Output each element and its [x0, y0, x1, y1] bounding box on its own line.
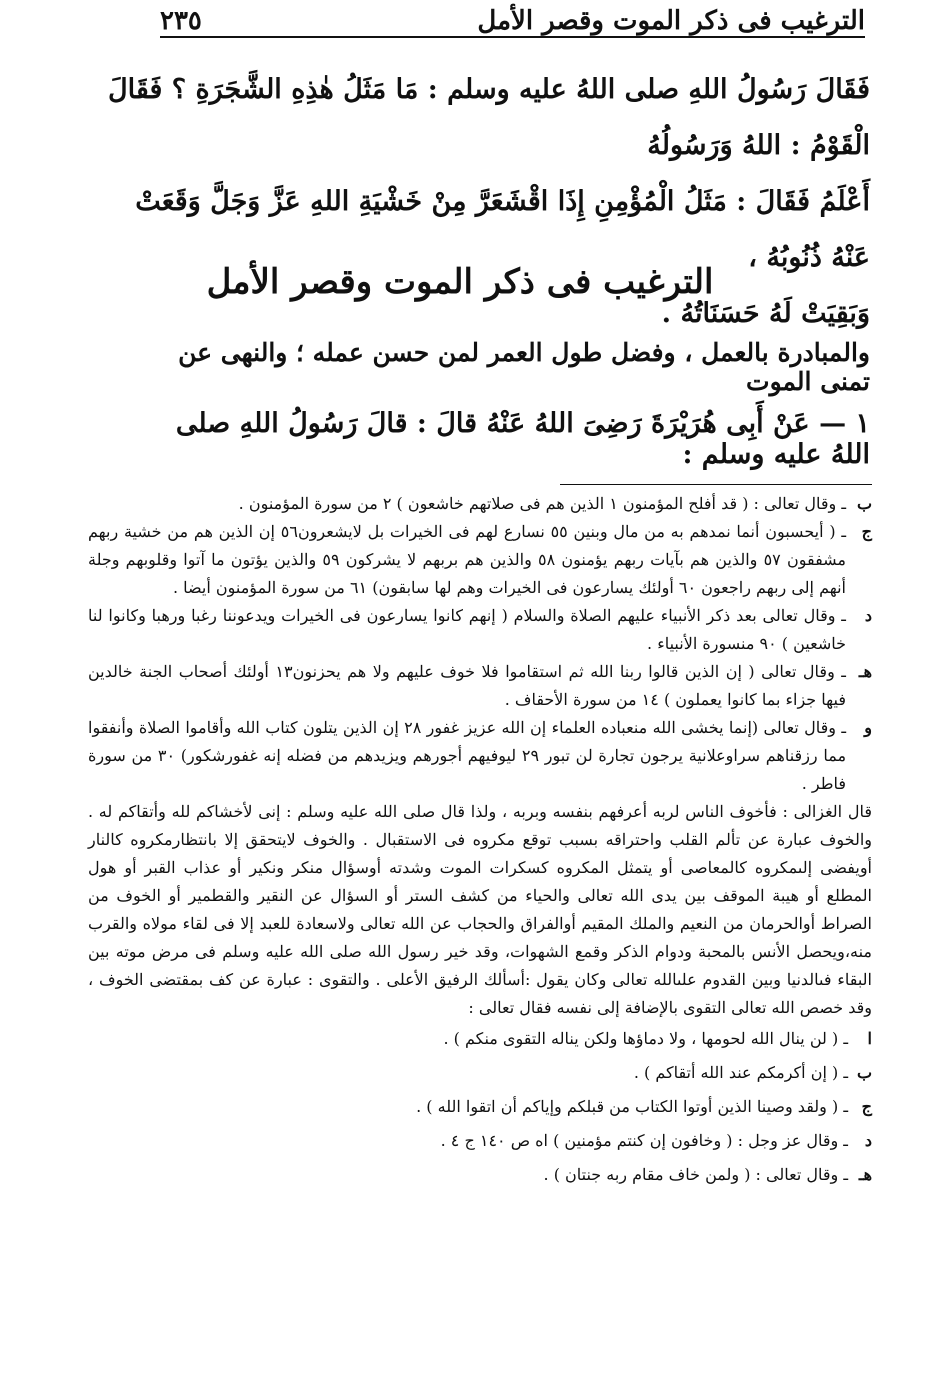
footnote-label: هـ: [858, 662, 872, 681]
footnote-text: ـ وقال تعالى بعد ذكر الأنبياء عليهم الصلاة والسلام ( إنهم كانوا يسارعون فى الخيرات ويدعوننا رغبا ورهبا وكانوا لنا خاشعين ) ٩٠ منسورة الأنبياء .: [88, 606, 846, 653]
footnote-text: ـ وقال تعالى : ( قد أفلح المؤمنون ١ الذين هم فى صلاتهم خاشعون ) ٢ من سورة المؤمنون .: [238, 494, 846, 513]
verse-item: [88, 1090, 872, 1124]
footnote-label: ب: [856, 494, 872, 513]
verse-item: [88, 1124, 872, 1158]
main-line-1: فَقَالَ رَسُولُ اللهِ صلى اللهُ عليه وسلم : مَا مَثَلُ هٰذِهِ الشَّجَرَةِ ؟ فَقَالَ الْقَوْمُ : اللهُ وَرَسُولُهُ: [107, 74, 870, 161]
page-number: ٢٣٥: [160, 6, 202, 36]
footnote-label: و: [864, 718, 872, 737]
section-title: الترغيب فى ذكر الموت وقصر الأمل: [206, 262, 714, 302]
section-subtitle: والمبادرة بالعمل ، وفضل طول العمر لمن حسن عمله ؛ والنهى عن تمنى الموت: [178, 338, 870, 396]
running-title: الترغيب فى ذكر الموت وقصر الأمل: [477, 6, 865, 36]
main-line-2: أَعْلَمُ فَقَالَ : مَثَلُ الْمُؤْمِنِ إِذَا اقْشَعَرَّ مِنْ خَشْيَةِ اللهِ عَزَّ وَجَلَّ وَقَعَتْ عَنْهُ ذُنُوبُهُ ،: [135, 186, 870, 273]
verse-text: ـ ( لن ينال الله لحومها ، ولا دماؤها ولكن يناله التقوى منكم ) .: [443, 1029, 848, 1048]
footnote-item: [88, 714, 872, 798]
verse-label: ب: [856, 1063, 872, 1082]
ghazali-paragraph: قال الغزالى : فأخوف الناس لربه أعرفهم بنفسه وبربه ، ولذا قال صلى الله عليه وسلم : إنى لأخشاكم لله وأتقاكم له . والخوف عبارة عن تألم القلب واحتراقه بسبب توقع مكروه فى الاستقبال . والخوف لايتحقق إلا بانتظارمكروه كالنار أويفضى إلىمكروه كالمعاصى أو يتمثل المكروه كسكرات الموت وشدته أوسؤال منكر ونكير أو عذاب القبر أو هول المطلع أو هيبة الموقف بين يدى الله تعالى والحياء من كشف الستر أو السؤال عن النقير والقطمير أو الخوف من الصراط أوالحرمان من النعيم والملك المقيم أوالفراق والحجاب عن الله تعالى ولاسعادة للعبد إلا فى لقاء مولاه والقرب منه،ويحصل الأنس بالمحبة ودوام الذكر وقمع الشهوات، وقد خير رسول الله صلى الله عليه وسلم فى مرض موته بين البقاء فىالدنيا وبين القدوم علىالله تعالى وكان يقول :أسألك الرفيق الأعلى . والتقوى : عبارة عن كف بمقتضى الخوف ، وقد خصص الله تعالى التقوى بالإضافة إلى نفسه فقال تعالى :: [88, 802, 873, 1017]
page-header: [160, 6, 865, 38]
footnote-item: [88, 602, 872, 658]
verse-label: هـ: [858, 1165, 872, 1184]
main-line-3: وَبَقِيَتْ لَهُ حَسَنَاتُهُ .: [661, 298, 870, 329]
hadith-opening: ١ — عَنْ أَبِى هُرَيْرَةَ رَضِىَ اللهُ عَنْهُ قالَ : قالَ رَسُولُ اللهِ صلى اللهُ عليه وسلم :: [175, 408, 870, 470]
footnote-label: د: [864, 606, 872, 625]
footnote-text: ـ وقال تعالى ( إن الذين قالوا ربنا الله ثم استقاموا فلا خوف عليهم ولا هم يحزنون١٣ أولئك أصحاب الجنة خالدين فيها جزاء بما كانوا يعملون ) ١٤ من سورة الأحقاف .: [88, 662, 846, 709]
footnotes: [88, 490, 872, 1192]
footnote-item: [88, 490, 872, 518]
footnote-label: ج: [861, 522, 872, 541]
verse-item: [88, 1022, 872, 1056]
verse-item: [88, 1056, 872, 1090]
verse-text: ـ ( ولقد وصينا الذين أوتوا الكتاب من قبلكم وإياكم أن اتقوا الله ) .: [416, 1097, 848, 1116]
footnote-text: ـ وقال تعالى (إنما يخشى الله منعباده العلماء إن الله عزيز غفور ٢٨ إن الذين يتلون كتاب الله وأقاموا الصلاة وأنفقوا مما رزقناهم سراوعلانية يرجون تجارة لن تبور ٢٩ ليوفيهم أجورهم ويزيدهم من فضله إنه غفورشكور) ٣٠ من سورة فاطر .: [88, 718, 847, 793]
footnote-item: [88, 658, 872, 714]
footnote-item: [88, 518, 872, 602]
verse-text: ـ وقال تعالى : ( ولمن خاف مقام ربه جنتان ) .: [543, 1165, 848, 1184]
verse-item: [88, 1158, 872, 1192]
verse-text: ـ ( إن أكرمكم عند الله أتقاكم ) .: [633, 1063, 848, 1082]
verse-label: ا: [867, 1029, 872, 1048]
footnote-divider: [560, 484, 872, 485]
verse-text: ـ وقال عز وجل : ( وخافون إن كنتم مؤمنين ) اه ص ١٤٠ ج ٤ .: [440, 1131, 848, 1150]
verse-label: د: [864, 1131, 872, 1150]
footnote-text: ـ ( أيحسبون أنما نمدهم به من مال وبنين ٥٥ نسارع لهم فى الخيرات بل لايشعرون٥٦ إن الذين هم من خشية ربهم مشفقون ٥٧ والذين هم بآيات ربهم يؤمنون ٥٨ والذين هم بربهم لا يشركون ٥٩ والذين يؤتون ما آتوا وقلوبهم وجلة أنهم إلى ربهم راجعون ٦٠ أولئك يسارعون فى الخيرات وهم لها سابقون) ٦١ من سورة المؤمنون أيضا .: [88, 522, 847, 597]
verse-label: ج: [861, 1097, 872, 1116]
